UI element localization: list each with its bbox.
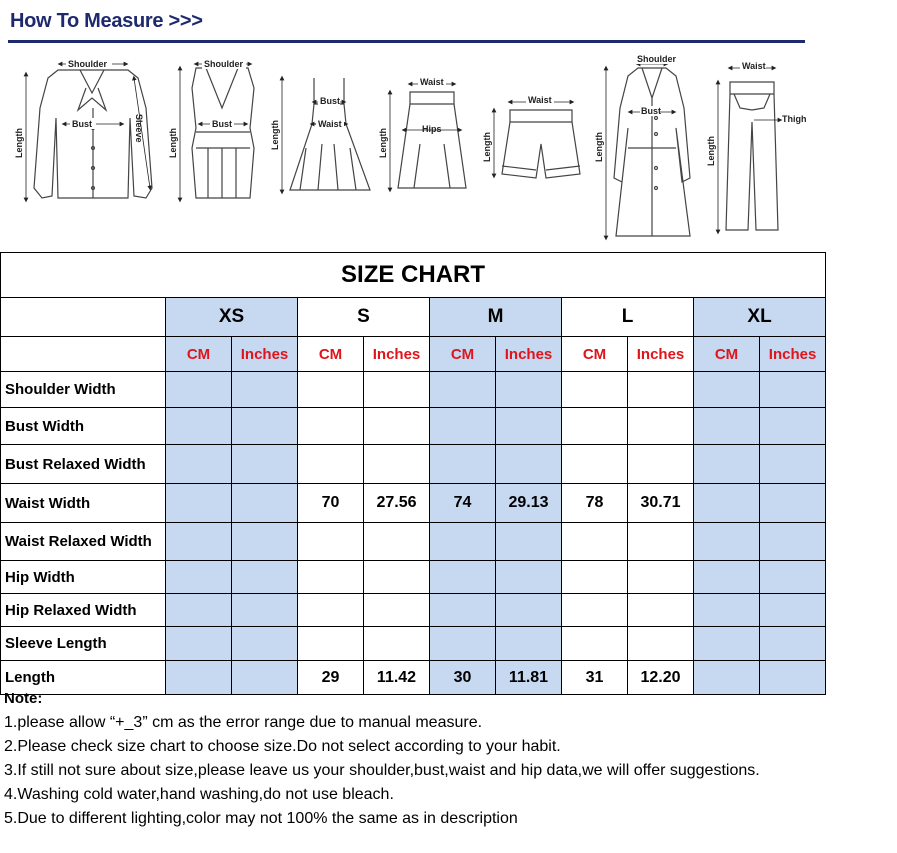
size-chart-title: SIZE CHART <box>1 253 826 298</box>
table-cell <box>166 445 232 484</box>
coat-icon <box>614 68 690 236</box>
size-l-header: L <box>562 298 694 337</box>
row-label: Length <box>1 661 166 695</box>
table-cell <box>430 627 496 661</box>
label-length-dress: Length <box>270 120 280 150</box>
label-shoulder-vest: Shoulder <box>204 59 244 69</box>
table-cell <box>694 484 760 523</box>
label-hips-skirt: Hips <box>422 124 442 134</box>
table-cell <box>232 627 298 661</box>
note-line: 4.Washing cold water,hand washing,do not use bleach. <box>4 786 394 803</box>
table-cell <box>364 523 430 561</box>
table-row <box>1 484 826 523</box>
label-waist-dress: Waist <box>318 119 342 129</box>
row-label: Sleeve Length <box>1 627 166 661</box>
table-cell <box>430 561 496 594</box>
row-label: Waist Width <box>1 484 166 523</box>
table-cell <box>166 408 232 445</box>
row-label: Bust Relaxed Width <box>1 445 166 484</box>
unit-inches-header: Inches <box>496 337 562 372</box>
table-cell <box>166 561 232 594</box>
unit-empty-cell <box>1 337 166 372</box>
size-xs-header: XS <box>166 298 298 337</box>
table-cell <box>430 523 496 561</box>
label-waist-skirt: Waist <box>420 77 444 87</box>
row-label: Waist Relaxed Width <box>1 523 166 561</box>
table-cell <box>628 561 694 594</box>
table-cell <box>496 372 562 408</box>
table-cell <box>628 523 694 561</box>
table-cell <box>760 484 826 523</box>
notes-heading: Note: <box>4 690 43 707</box>
table-cell <box>232 408 298 445</box>
table-cell: 74 <box>430 484 496 523</box>
table-cell <box>694 594 760 627</box>
table-cell <box>562 372 628 408</box>
table-row <box>1 523 826 561</box>
table-cell <box>430 408 496 445</box>
label-bust: Bust <box>72 119 92 129</box>
table-cell <box>496 594 562 627</box>
shorts-icon <box>502 110 580 178</box>
table-cell <box>496 408 562 445</box>
table-row <box>1 627 826 661</box>
label-length-shorts: Length <box>482 132 492 162</box>
table-cell <box>628 372 694 408</box>
trousers-icon <box>726 82 778 230</box>
measurement-illustrations <box>0 48 897 248</box>
unit-inches-header: Inches <box>232 337 298 372</box>
table-cell <box>232 561 298 594</box>
table-row <box>1 561 826 594</box>
table-cell <box>628 408 694 445</box>
table-cell <box>760 445 826 484</box>
header-divider <box>8 40 805 43</box>
table-cell <box>496 561 562 594</box>
table-cell <box>496 523 562 561</box>
table-cell <box>760 561 826 594</box>
table-cell: 78 <box>562 484 628 523</box>
label-shoulder: Shoulder <box>68 59 108 69</box>
table-cell <box>562 594 628 627</box>
dress-icon <box>290 78 370 190</box>
table-cell: 29 <box>298 661 364 695</box>
unit-inches-header: Inches <box>364 337 430 372</box>
table-cell: 11.42 <box>364 661 430 695</box>
label-bust-coat: Bust <box>641 106 661 116</box>
size-chart-body <box>1 372 826 695</box>
table-cell <box>232 372 298 408</box>
table-cell <box>628 445 694 484</box>
table-row <box>1 445 826 484</box>
label-shoulder-coat: Shoulder <box>637 54 677 64</box>
notes-section <box>4 690 884 831</box>
table-cell <box>364 408 430 445</box>
table-cell <box>364 445 430 484</box>
table-row <box>1 408 826 445</box>
label-length-skirt: Length <box>378 128 388 158</box>
size-s-header: S <box>298 298 430 337</box>
size-chart-table <box>0 252 826 695</box>
unit-inches-header: Inches <box>760 337 826 372</box>
table-cell: 29.13 <box>496 484 562 523</box>
table-cell <box>562 561 628 594</box>
table-cell <box>496 627 562 661</box>
label-waist-shorts: Waist <box>528 95 552 105</box>
table-cell: 12.20 <box>628 661 694 695</box>
table-cell <box>430 372 496 408</box>
table-cell <box>694 445 760 484</box>
table-cell <box>562 408 628 445</box>
table-cell <box>232 594 298 627</box>
table-cell <box>298 561 364 594</box>
table-cell <box>760 594 826 627</box>
table-cell <box>694 523 760 561</box>
table-cell: 30 <box>430 661 496 695</box>
table-cell <box>166 594 232 627</box>
size-m-header: M <box>430 298 562 337</box>
garment-diagrams <box>0 48 897 248</box>
table-cell <box>760 523 826 561</box>
table-cell <box>364 372 430 408</box>
row-label: Hip Relaxed Width <box>1 594 166 627</box>
table-cell <box>760 372 826 408</box>
unit-cm-header: CM <box>298 337 364 372</box>
table-cell <box>166 523 232 561</box>
note-line: 2.Please check size chart to choose size.Do not select according to your habit. <box>4 738 561 755</box>
table-cell <box>760 408 826 445</box>
table-cell <box>562 627 628 661</box>
table-cell <box>166 627 232 661</box>
table-cell <box>694 627 760 661</box>
table-cell <box>298 523 364 561</box>
table-cell <box>232 523 298 561</box>
size-header-row <box>1 298 826 337</box>
table-cell <box>298 594 364 627</box>
table-cell: 27.56 <box>364 484 430 523</box>
note-line: 3.If still not sure about size,please leave us your shoulder,bust,waist and hip data,we will offer suggestions. <box>4 762 760 779</box>
table-cell <box>298 372 364 408</box>
table-cell <box>562 445 628 484</box>
skirt-icon <box>398 92 466 188</box>
size-chart-table-wrapper <box>0 252 826 695</box>
table-cell <box>430 594 496 627</box>
table-cell <box>628 627 694 661</box>
label-length-vest: Length <box>168 128 178 158</box>
table-cell: 70 <box>298 484 364 523</box>
unit-inches-header: Inches <box>628 337 694 372</box>
table-cell <box>232 445 298 484</box>
header-title: How To Measure >>> <box>10 10 203 32</box>
table-cell <box>628 594 694 627</box>
header-empty-cell <box>1 298 166 337</box>
unit-cm-header: CM <box>694 337 760 372</box>
label-bust-vest: Bust <box>212 119 232 129</box>
table-cell: 11.81 <box>496 661 562 695</box>
label-sleeve: Sleeve <box>134 114 144 143</box>
label-length-coat: Length <box>594 132 604 162</box>
unit-cm-header: CM <box>166 337 232 372</box>
unit-cm-header: CM <box>562 337 628 372</box>
table-cell <box>166 484 232 523</box>
table-cell <box>166 372 232 408</box>
table-cell <box>298 445 364 484</box>
note-line: 1.please allow “+_3” cm as the error range due to manual measure. <box>4 714 483 731</box>
table-cell <box>694 372 760 408</box>
table-cell <box>364 594 430 627</box>
table-row <box>1 594 826 627</box>
row-label: Shoulder Width <box>1 372 166 408</box>
unit-cm-header: CM <box>430 337 496 372</box>
unit-header-row <box>1 337 826 372</box>
table-cell: 30.71 <box>628 484 694 523</box>
note-line: 5.Due to different lighting,color may not 100% the same as in description <box>4 810 518 827</box>
table-cell <box>496 445 562 484</box>
how-to-measure-header <box>8 8 808 46</box>
table-cell <box>298 408 364 445</box>
row-label: Bust Width <box>1 408 166 445</box>
size-xl-header: XL <box>694 298 826 337</box>
table-cell <box>364 561 430 594</box>
table-cell <box>430 445 496 484</box>
vest-top-icon <box>192 68 254 198</box>
table-cell <box>694 561 760 594</box>
table-cell <box>694 408 760 445</box>
label-length: Length <box>14 128 24 158</box>
table-cell <box>760 627 826 661</box>
table-cell <box>562 523 628 561</box>
notes-list <box>4 711 884 831</box>
row-label: Hip Width <box>1 561 166 594</box>
table-cell <box>298 627 364 661</box>
table-cell <box>364 627 430 661</box>
table-cell <box>232 484 298 523</box>
label-length-trousers: Length <box>706 136 716 166</box>
label-thigh-trousers: Thigh <box>782 114 807 124</box>
table-cell: 31 <box>562 661 628 695</box>
label-bust-dress: Bust <box>320 96 340 106</box>
label-waist-trousers: Waist <box>742 61 766 71</box>
table-row <box>1 372 826 408</box>
